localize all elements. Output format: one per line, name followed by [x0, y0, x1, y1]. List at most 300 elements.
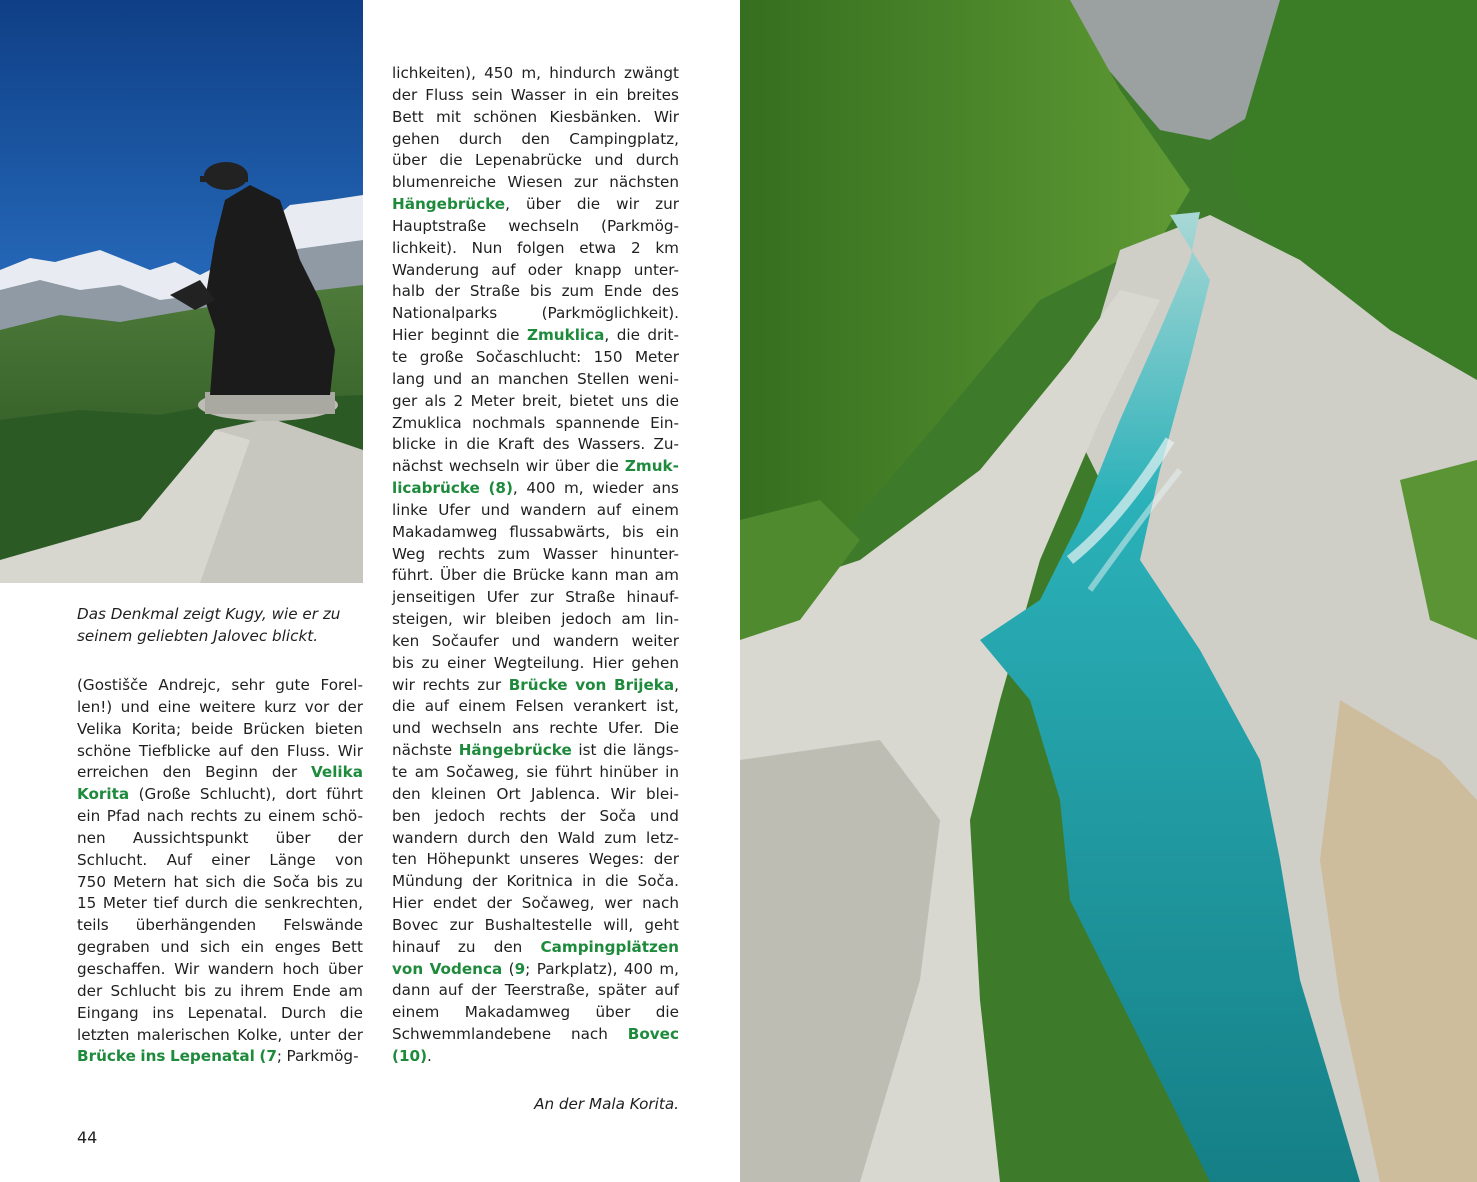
- body-text: Teerstraße,: [504, 981, 590, 1000]
- body-text: Nun: [471, 238, 503, 257]
- body-text: 750: [77, 872, 106, 891]
- body-text: geschaffen.: [77, 959, 166, 978]
- word: [430, 959, 503, 981]
- body-text: Wassers.: [577, 435, 646, 454]
- word: [498, 544, 530, 566]
- word: [328, 959, 363, 981]
- body-text: zu: [457, 937, 476, 956]
- highlighted-place-name: Korita: [77, 785, 130, 804]
- text-line: [392, 500, 679, 522]
- word: [615, 565, 649, 587]
- word: [578, 434, 646, 456]
- body-text: am: [621, 610, 646, 629]
- word: [392, 609, 453, 631]
- body-text: Brücke: [512, 566, 565, 585]
- body-text: Wir: [337, 741, 363, 760]
- body-text: die: [655, 1003, 679, 1022]
- body-text: als: [424, 391, 447, 410]
- word: [392, 959, 423, 981]
- body-text: spannende: [555, 413, 640, 432]
- word: [610, 544, 679, 566]
- word: [511, 85, 566, 107]
- text-line: [77, 1046, 363, 1068]
- text-line: [77, 697, 363, 719]
- word: [526, 456, 549, 478]
- word: [167, 850, 192, 872]
- body-text: te: [392, 347, 408, 366]
- body-text: in: [573, 85, 588, 104]
- word: [423, 675, 470, 697]
- body-text: einem: [392, 1003, 440, 1022]
- word: [338, 1025, 363, 1047]
- word: [609, 172, 679, 194]
- word: [103, 893, 147, 915]
- word: [571, 1024, 608, 1046]
- body-text: Ufer: [438, 500, 471, 519]
- word: [339, 981, 363, 1003]
- body-text: am: [338, 981, 363, 1000]
- body-text: weitere: [199, 697, 256, 716]
- body-text: blumenreiche: [392, 173, 497, 192]
- word: [621, 609, 645, 631]
- word: [433, 893, 477, 915]
- body-text: die: [605, 872, 629, 891]
- word: [392, 915, 438, 937]
- body-text: zum: [561, 282, 594, 301]
- text-line: [392, 893, 679, 915]
- word: [537, 959, 618, 981]
- body-text: bis: [622, 522, 644, 541]
- word: [596, 1002, 631, 1024]
- word: [286, 784, 317, 806]
- word: [113, 872, 166, 894]
- word: [597, 500, 621, 522]
- word: [625, 456, 679, 478]
- text-line: [392, 762, 679, 784]
- body-text: zu: [421, 653, 440, 672]
- text-line: [392, 522, 679, 544]
- body-text: man: [614, 566, 649, 585]
- word: [624, 959, 653, 981]
- word: [488, 478, 517, 500]
- monument-caption: [77, 603, 367, 647]
- word: [560, 806, 585, 828]
- word: [305, 697, 330, 719]
- word: [392, 1024, 551, 1046]
- body-text: des: [652, 282, 679, 301]
- word: [174, 959, 199, 981]
- body-text: nach: [146, 807, 184, 826]
- word: [471, 980, 496, 1002]
- text-line: [77, 937, 363, 959]
- word: [433, 369, 462, 391]
- word: [562, 281, 594, 303]
- river-caption: An der Mala Korita.: [534, 1095, 679, 1113]
- body-text: den: [162, 763, 192, 782]
- word: [577, 369, 629, 391]
- word: [463, 609, 486, 631]
- body-text: jedoch: [561, 610, 612, 629]
- body-text: zwängt: [624, 64, 679, 82]
- word: [498, 434, 535, 456]
- word: [392, 434, 436, 456]
- word: [160, 937, 189, 959]
- word: [484, 63, 513, 85]
- body-text: die: [482, 566, 507, 585]
- body-text: gehen: [631, 653, 679, 672]
- body-text: Eingang: [77, 1003, 139, 1022]
- body-text: wir: [616, 195, 640, 214]
- word: [392, 980, 430, 1002]
- word: [517, 238, 564, 260]
- highlighted-place-name: licabrücke: [392, 479, 480, 498]
- word: [599, 806, 636, 828]
- body-text: der: [434, 282, 460, 301]
- word: [654, 718, 679, 740]
- word: [392, 85, 417, 107]
- word: [655, 194, 679, 216]
- word: [77, 828, 106, 850]
- body-text: schö-: [322, 807, 363, 826]
- text-line: [392, 565, 679, 587]
- word: [152, 1003, 174, 1025]
- body-text: zum: [497, 544, 531, 563]
- body-text: die: [439, 151, 463, 170]
- body-text: und: [511, 631, 541, 650]
- body-text: vor: [304, 697, 330, 716]
- body-text: die: [242, 872, 266, 891]
- word: [121, 697, 150, 719]
- body-text: weni-: [637, 369, 679, 388]
- body-text: hinüber: [599, 763, 658, 781]
- body-text: Bovec: [392, 915, 439, 934]
- word: [603, 740, 626, 762]
- word: [508, 216, 579, 238]
- highlighted-place-name: von: [575, 675, 607, 694]
- word: [392, 937, 440, 959]
- body-text: blicke: [392, 435, 437, 454]
- body-text: ben: [392, 806, 421, 825]
- word: [392, 281, 425, 303]
- text-line: [77, 981, 363, 1003]
- body-text: Lepenatal.: [187, 1003, 268, 1022]
- body-text: jenseitigen: [392, 588, 476, 607]
- word: [264, 697, 296, 719]
- body-text: gehen: [392, 129, 440, 148]
- word: [392, 478, 480, 500]
- text-line: [392, 675, 679, 697]
- body-text: Länge: [269, 850, 316, 869]
- text-line: [77, 828, 363, 850]
- body-text: Beginn: [205, 763, 258, 782]
- body-text: lang: [392, 369, 425, 388]
- body-text: zu: [345, 872, 363, 891]
- word: [592, 478, 643, 500]
- highlighted-place-name: von: [392, 959, 424, 978]
- word: [458, 937, 476, 959]
- body-text: ,: [674, 675, 679, 694]
- word: [512, 565, 564, 587]
- body-text: ger: [392, 391, 418, 410]
- body-text: ein: [240, 938, 265, 957]
- body-text: unter: [289, 1025, 331, 1044]
- body-text: Makadamweg: [392, 522, 498, 541]
- body-text: zur: [655, 195, 679, 214]
- word: [475, 150, 582, 172]
- text-line: [77, 719, 363, 741]
- body-text: Die: [653, 719, 679, 738]
- text-line: [392, 85, 679, 107]
- word: [158, 697, 191, 719]
- word: [275, 937, 321, 959]
- word: [392, 391, 417, 413]
- word: [471, 369, 490, 391]
- word: [431, 718, 502, 740]
- word: [439, 150, 462, 172]
- word: [472, 238, 503, 260]
- body-text: Schlucht),: [199, 785, 277, 804]
- body-text: dort: [285, 785, 317, 804]
- word: [200, 937, 230, 959]
- word: [558, 828, 595, 850]
- body-text: (: [508, 959, 515, 978]
- word: [653, 434, 679, 456]
- word: [608, 718, 643, 740]
- body-text: flussabwärts,: [509, 522, 611, 541]
- body-text: zum: [604, 828, 637, 847]
- word: [579, 238, 616, 260]
- highlighted-place-name: Campingplätzen: [540, 937, 679, 956]
- word: [515, 696, 563, 718]
- word: [465, 1002, 570, 1024]
- body-text: letz-: [646, 828, 679, 847]
- body-text: auf: [438, 981, 463, 1000]
- body-text: uns: [621, 391, 649, 410]
- word: [136, 915, 256, 937]
- body-text: ein: [595, 85, 619, 104]
- word: [77, 872, 106, 894]
- body-text: hat: [173, 872, 199, 891]
- body-text: drit-: [647, 326, 679, 345]
- word: [644, 915, 679, 937]
- text-line: [392, 347, 679, 369]
- body-text: Andrejc,: [158, 676, 221, 694]
- word: [392, 107, 424, 129]
- body-text: Wald: [557, 828, 595, 847]
- word: [575, 675, 606, 697]
- body-text: Schwemmlandebene: [392, 1025, 552, 1044]
- text-line: [77, 762, 363, 784]
- word: [133, 828, 249, 850]
- word: [616, 194, 639, 216]
- word: [592, 653, 623, 675]
- body-text: Tiefblicke: [138, 741, 211, 760]
- word: [549, 107, 641, 129]
- body-text: bis: [184, 981, 206, 1000]
- word: [243, 872, 266, 894]
- body-text: Pfad: [106, 807, 141, 826]
- word: [435, 806, 485, 828]
- body-text: Campingplatz,: [569, 129, 679, 148]
- body-text: Auf: [166, 850, 192, 869]
- body-text: über: [392, 151, 427, 170]
- body-text: Wasser: [542, 544, 598, 563]
- word: [466, 434, 489, 456]
- body-text: wechseln: [508, 216, 580, 235]
- word: [137, 1025, 230, 1047]
- word: [642, 893, 679, 915]
- text-line: [392, 216, 679, 238]
- word: [392, 1002, 439, 1024]
- body-text: breites: [626, 85, 679, 104]
- word: [542, 303, 679, 325]
- word: [311, 762, 363, 784]
- word: [208, 959, 274, 981]
- word: [431, 784, 486, 806]
- body-text: Mündung: [392, 872, 463, 891]
- text-line: [77, 1025, 363, 1047]
- word: [77, 981, 102, 1003]
- body-text: Korita;: [131, 719, 182, 738]
- highlighted-place-name: Velika: [310, 763, 363, 782]
- text-column-left: [77, 675, 363, 1068]
- word: [507, 172, 562, 194]
- text-line: [77, 893, 363, 915]
- body-text: Ufer.: [608, 719, 644, 738]
- word: [392, 500, 428, 522]
- word: [250, 741, 279, 763]
- word: [158, 675, 220, 697]
- text-line: [392, 63, 679, 85]
- word: [631, 653, 679, 675]
- body-text: halb: [392, 282, 425, 301]
- body-text: Felswände: [283, 916, 363, 935]
- body-text: weiter: [631, 631, 679, 650]
- word: [459, 740, 572, 762]
- text-line: [392, 915, 679, 937]
- word: [638, 369, 679, 391]
- word: [77, 719, 122, 741]
- body-text: die: [576, 195, 601, 214]
- body-text: manchen: [497, 369, 569, 388]
- body-text: m,: [521, 64, 541, 82]
- text-line: [392, 413, 679, 435]
- body-text: knapp: [574, 260, 622, 279]
- word: [392, 587, 475, 609]
- body-text: die: [496, 326, 520, 345]
- body-text: zu: [243, 807, 262, 826]
- word: [652, 281, 679, 303]
- word: [446, 762, 519, 784]
- body-text: senkrechten,: [264, 894, 363, 913]
- word: [292, 981, 330, 1003]
- word: [498, 369, 569, 391]
- word: [454, 391, 464, 413]
- body-text: mit: [436, 107, 461, 126]
- word: [631, 631, 679, 653]
- word: [392, 325, 423, 347]
- body-text: und: [392, 719, 421, 738]
- body-text: Parkmög-: [286, 1047, 359, 1066]
- word: [214, 981, 232, 1003]
- body-text: Wir: [653, 107, 679, 126]
- word: [439, 980, 463, 1002]
- body-text: Jablenca.: [531, 784, 601, 803]
- body-text: etwa: [579, 238, 617, 257]
- word: [447, 653, 486, 675]
- body-text: Lepenabrücke: [475, 151, 582, 170]
- body-text: gegraben: [77, 938, 150, 957]
- word: [218, 741, 242, 763]
- body-text: Zu-: [653, 435, 679, 454]
- river-gorge-photo: [740, 0, 1477, 1182]
- word: [603, 915, 633, 937]
- body-text: eine: [158, 697, 191, 716]
- word: [272, 762, 297, 784]
- word: [595, 85, 618, 107]
- body-text: len!): [77, 697, 113, 716]
- body-text: (Große: [138, 785, 191, 804]
- body-text: Meter: [470, 391, 515, 410]
- body-text: und: [650, 806, 679, 825]
- word: [205, 872, 235, 894]
- word: [438, 544, 485, 566]
- body-text: lichkeiten),: [392, 64, 476, 82]
- word: [476, 347, 581, 369]
- body-text: Koritnica: [506, 872, 573, 891]
- body-text: will,: [603, 915, 634, 934]
- word: [77, 937, 150, 959]
- text-line: [392, 959, 679, 981]
- body-text: durch: [635, 151, 679, 170]
- body-text: m,: [659, 959, 679, 978]
- text-line: [392, 281, 679, 303]
- word: [392, 806, 421, 828]
- text-line: [392, 107, 679, 129]
- text-line: [392, 1002, 679, 1024]
- body-text: Hauptstraße: [392, 216, 487, 235]
- word: [512, 718, 539, 740]
- body-text: Soča: [272, 872, 310, 891]
- highlighted-place-name: Hängebrücke: [458, 741, 572, 760]
- body-text: durch: [184, 894, 228, 913]
- body-text: erreichen: [77, 763, 149, 782]
- body-text: der: [337, 1025, 363, 1044]
- word: [655, 565, 679, 587]
- word: [621, 391, 648, 413]
- body-text: Bett: [331, 938, 363, 957]
- body-text: an: [470, 369, 490, 388]
- word: [522, 391, 562, 413]
- body-text: die: [616, 326, 640, 345]
- body-text: und: [120, 697, 150, 716]
- body-text: nochmals: [472, 413, 546, 432]
- body-text: beide: [190, 719, 234, 738]
- word: [522, 893, 595, 915]
- word: [483, 565, 506, 587]
- text-line: [77, 784, 363, 806]
- word: [77, 1046, 136, 1068]
- word: [77, 893, 96, 915]
- body-text: Kiesbänken.: [549, 107, 642, 126]
- body-text: rechte: [549, 719, 598, 738]
- body-text: folgen: [517, 238, 565, 257]
- body-text: der: [77, 981, 103, 1000]
- body-text: wechseln: [431, 719, 502, 738]
- text-line: [77, 1003, 363, 1025]
- body-text: der: [560, 806, 586, 825]
- text-line: [392, 718, 679, 740]
